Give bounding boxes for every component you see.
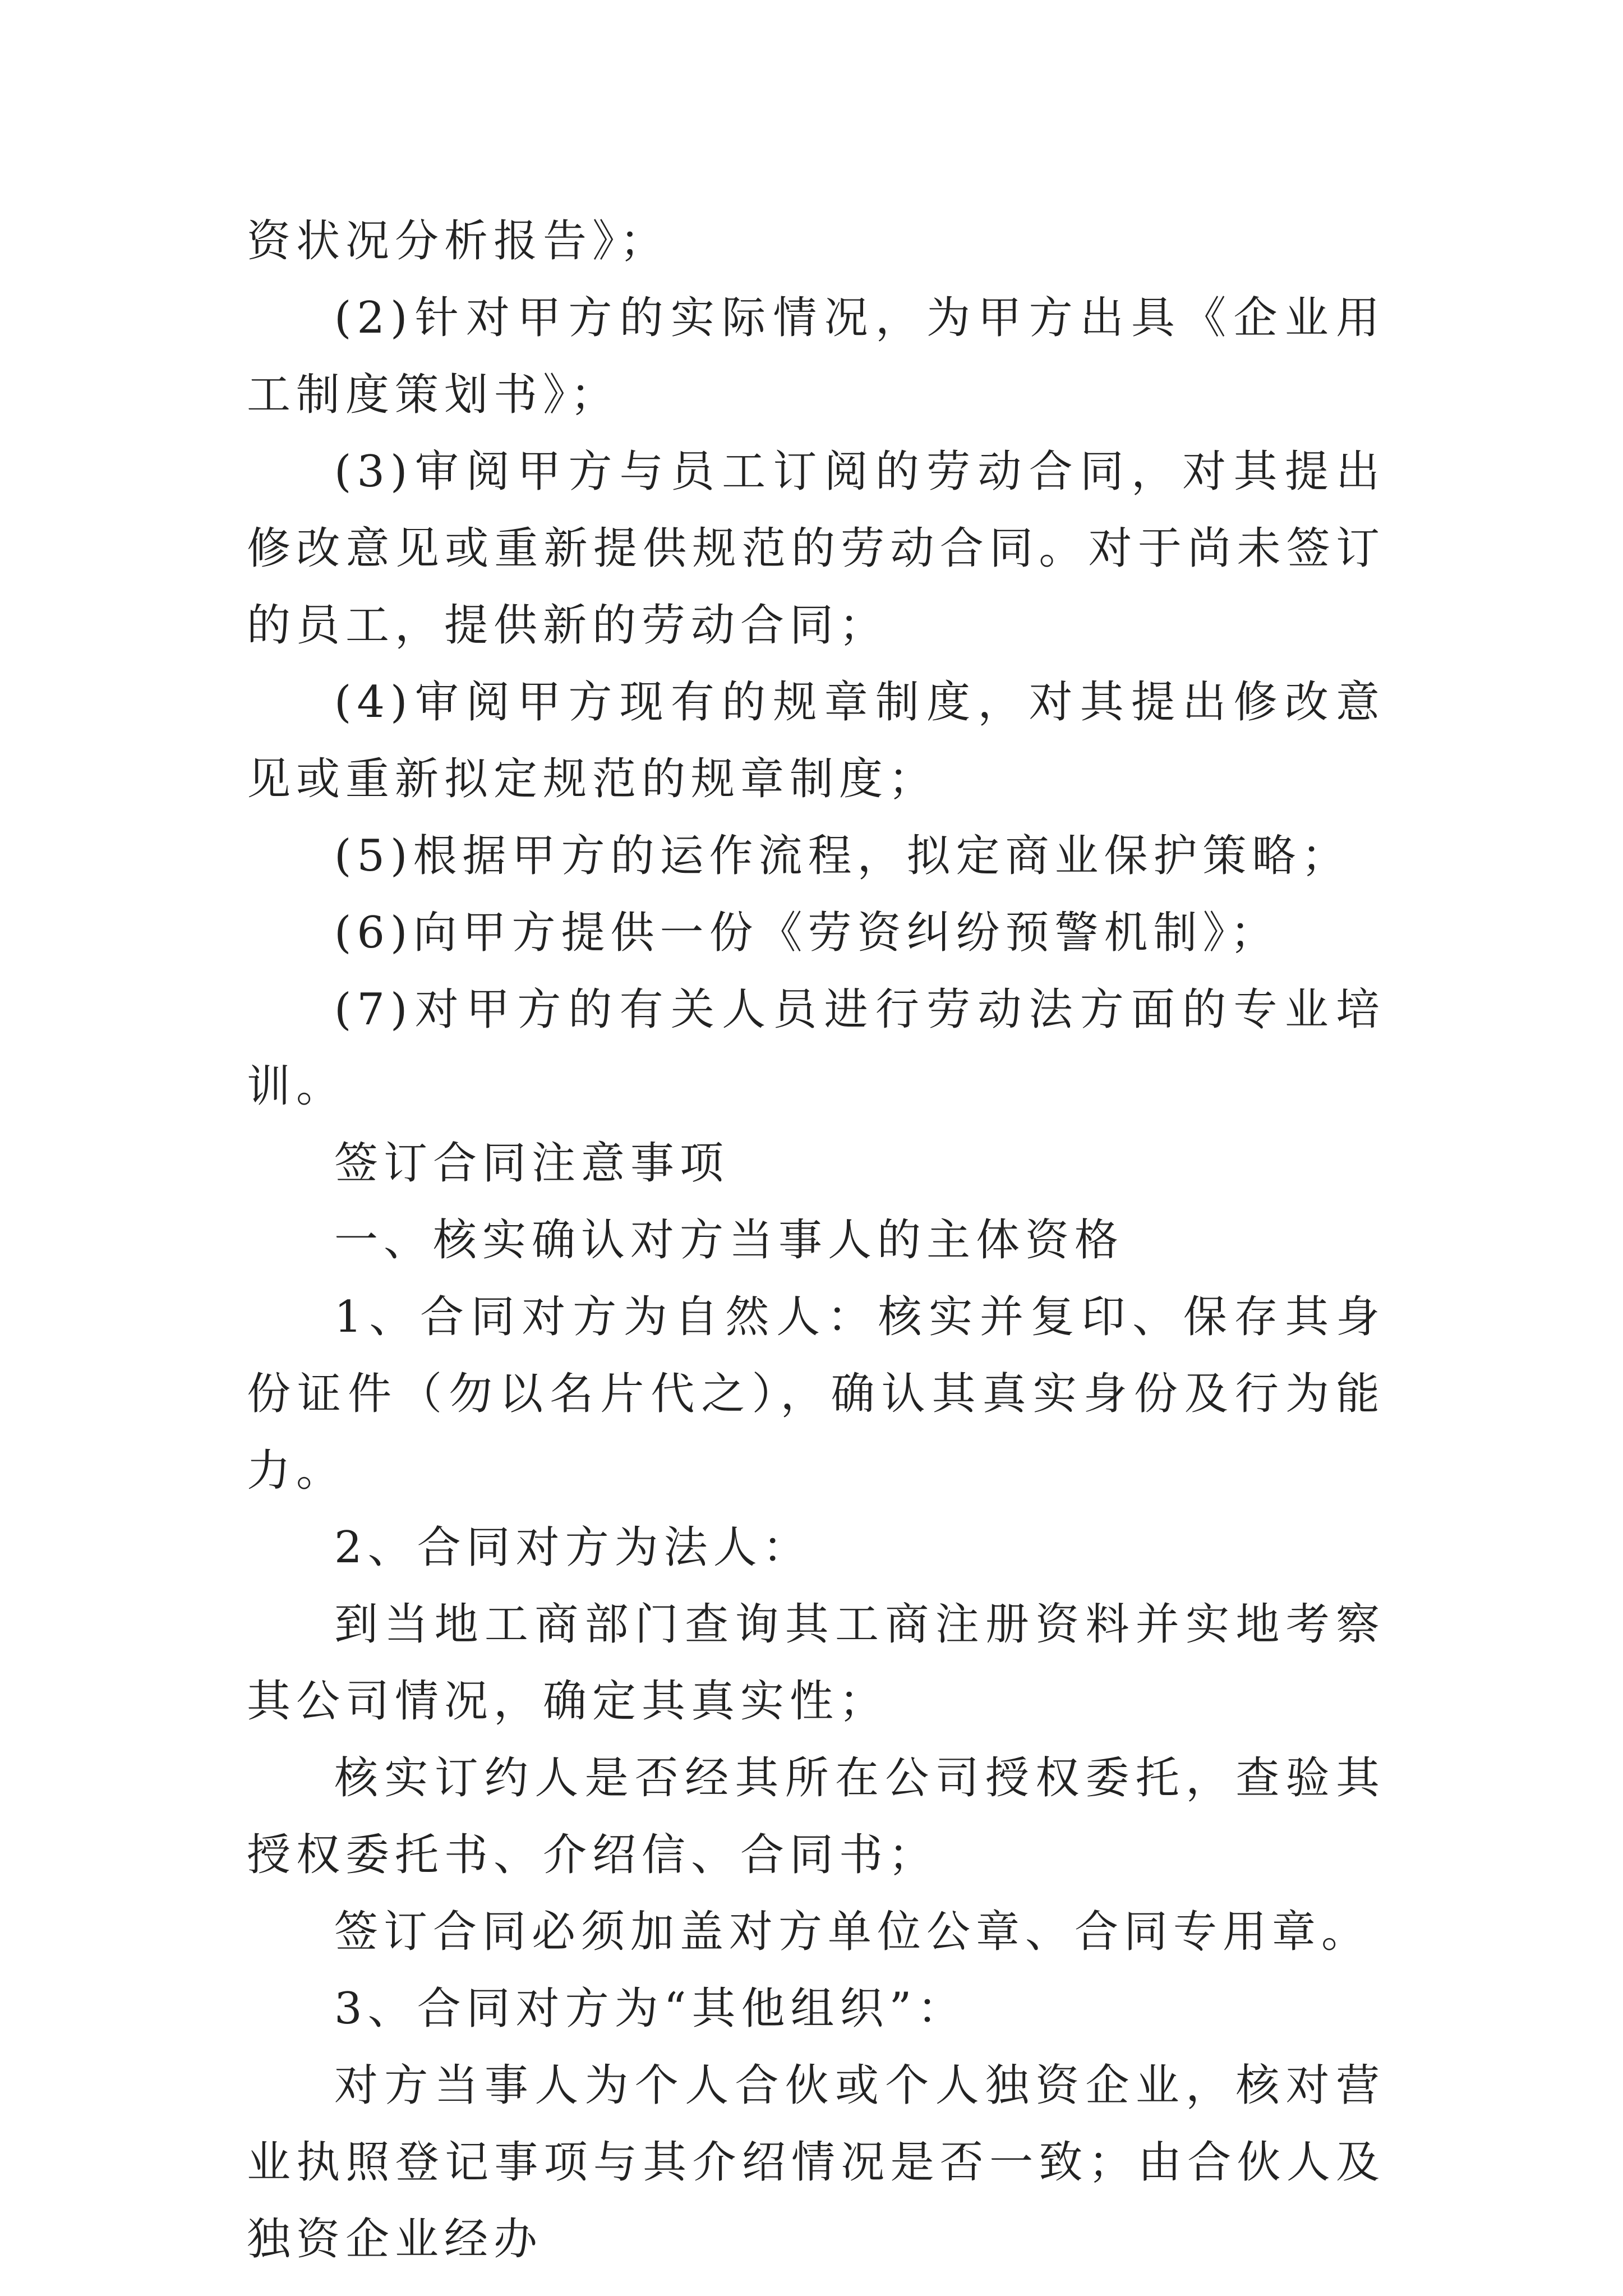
paragraph-item-5: (5)根据甲方的运作流程，拟定商业保护策略； xyxy=(334,831,1351,881)
paragraph-item-6: (6)向甲方提供一份《劳资纠纷预警机制》； xyxy=(334,908,1280,958)
document-body xyxy=(247,203,1385,2278)
paragraph-check-authorization: 核实订约人是否经其所在公司授权委托，查验其授权委托书、介绍信、合同书； xyxy=(247,1753,1385,1880)
subsection-heading-1: 一、核实确认对方当事人的主体资格 xyxy=(334,1215,1124,1266)
paragraph-item-3: (3)审阅甲方与员工订阅的劳动合同，对其提出修改意见或重新提供规范的劳动合同。对于尚未签订的员工，提供新的劳动合同； xyxy=(247,447,1385,651)
section-heading: 签订合同注意事项 xyxy=(334,1138,730,1189)
paragraph-item-4: (4)审阅甲方现有的规章制度，对其提出修改意见或重新拟定规范的规章制度； xyxy=(247,677,1385,804)
paragraph-seal: 签订合同必须加盖对方单位公章、合同专用章。 xyxy=(334,1907,1371,1957)
paragraph-natural-person: 1、合同对方为自然人：核实并复印、保存其身份证件（勿以名片代之），确认其真实身份及行为能力。 xyxy=(247,1292,1385,1496)
paragraph-item-2: (2)针对甲方的实际情况，为甲方出具《企业用工制度策划书》； xyxy=(247,293,1385,420)
paragraph-partnership: 对方当事人为个人合伙或个人独资企业，核对营业执照登记事项与其介绍情况是否一致；由合伙人及独资企业经办 xyxy=(247,2060,1385,2265)
paragraph-other-organization: 3、合同对方为“其他组织”： xyxy=(334,1984,967,2034)
paragraph-legal-person: 2、合同对方为法人： xyxy=(334,1522,812,1573)
paragraph-check-registration: 到当地工商部门查询其工商注册资料并实地考察其公司情况，确定其真实性； xyxy=(247,1599,1385,1727)
paragraph-item-7: (7)对甲方的有关人员进行劳动法方面的专业培训。 xyxy=(247,984,1385,1112)
paragraph-report-title-end: 资状况分析报告》； xyxy=(247,216,670,266)
